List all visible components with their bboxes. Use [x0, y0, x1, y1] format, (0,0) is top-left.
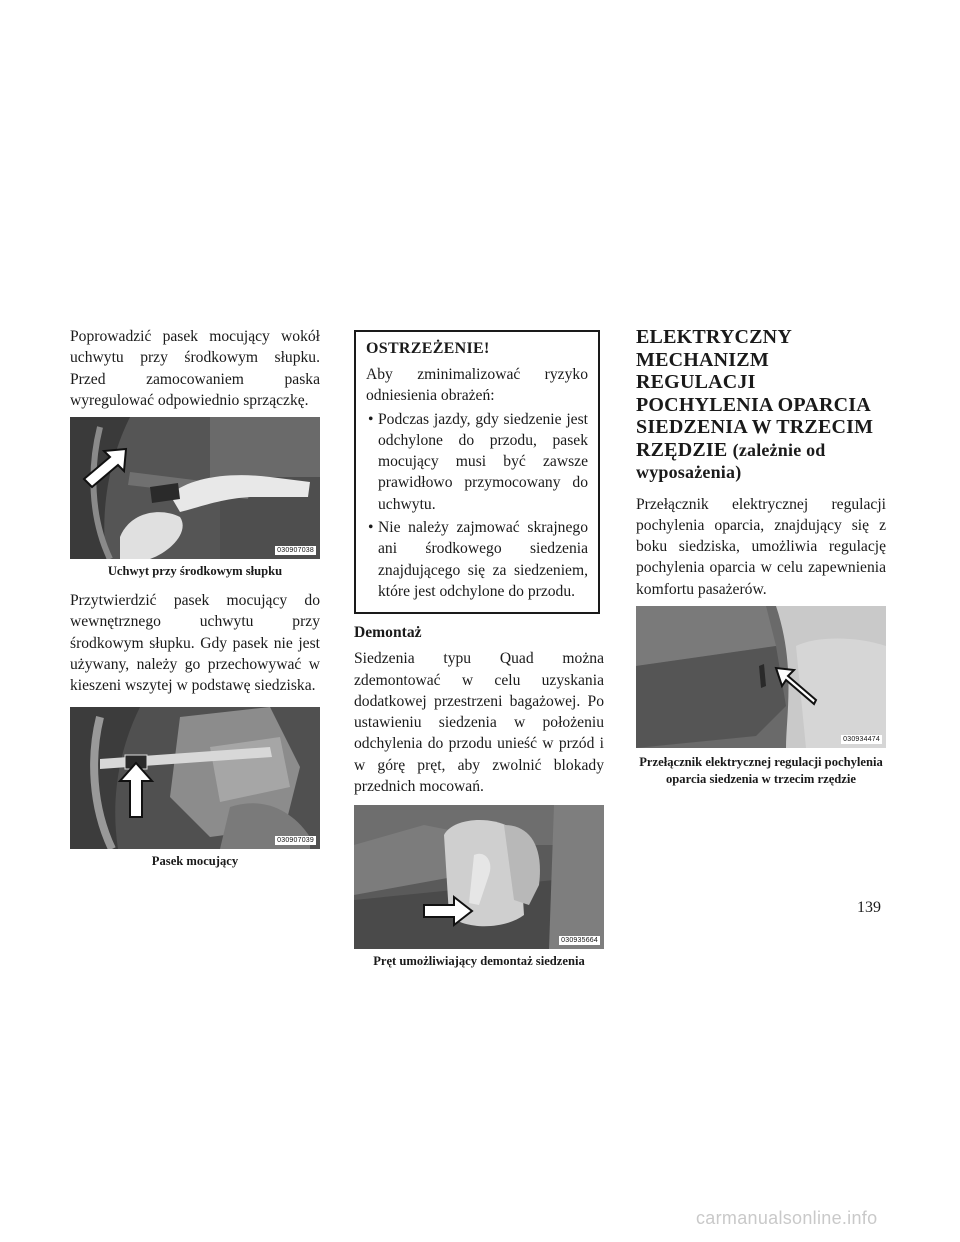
figure-caption: Uchwyt przy środkowym słupku — [107, 564, 283, 579]
figure-caption: Pręt umożliwiający demontaż siedzenia — [373, 954, 585, 969]
photo-removal-bar — [354, 805, 604, 949]
bullet-icon: • — [368, 519, 374, 537]
figure-removal-bar — [354, 805, 604, 949]
page-number: 139 — [857, 899, 881, 916]
figure-recline-switch — [636, 606, 886, 748]
warning-title: OSTRZEŻENIE! — [366, 340, 490, 357]
warning-list — [366, 409, 588, 603]
paragraph-route-strap: Poprowadzić pasek mocujący wokół uchwytu przy środkowym słupku. Przed zamocowaniem paska wyregulować odpowiednio sprzączkę. — [70, 328, 320, 409]
figure-code: 030934474 — [843, 735, 880, 743]
photo-recline-switch — [636, 606, 886, 748]
watermark[interactable]: carmanualsonline.info — [696, 1208, 878, 1228]
column-middle — [354, 330, 604, 970]
figure-caption: Pasek mocujący — [151, 853, 239, 868]
section-heading-suffix: (zależnie od wyposażenia) — [636, 439, 826, 482]
column-left — [70, 326, 320, 870]
figure-pillar-anchor — [70, 417, 320, 559]
bullet-icon: • — [368, 410, 374, 428]
paragraph-power-recline: Przełącznik elektrycznej regulacji pochylenia oparcia, znajdujący się z boku siedziska, umożliwia regulację pochylenia oparcia w celu zapewnienia komfortu pasażerów. — [636, 495, 886, 598]
figure-code: 030907038 — [277, 547, 314, 555]
figure-tether-strap — [70, 707, 320, 849]
warning-item: • Podczas jazdy, gdy siedzenie jest odchylone do przodu, pasek mocujący musi być zawsze prawidłowo przymocowany do uchwytu. — [368, 410, 588, 513]
photo-pillar-anchor — [70, 417, 320, 559]
figure-code: 030935664 — [561, 937, 598, 945]
column-right — [636, 326, 886, 788]
photo-tether-strap — [70, 707, 320, 849]
subheading-removal: Demontaż — [354, 624, 422, 642]
warning-box — [354, 330, 600, 614]
warning-item: • Nie należy zajmować skrajnego ani środkowego siedzenia znajdującego się za siedzeniem, które jest odchylone do przodu. — [368, 519, 588, 600]
warning-intro: Aby zminimalizować ryzyko odniesienia obrażeń: — [366, 366, 588, 405]
paragraph-removal: Siedzenia typu Quad można zdemontować w celu uzyskania dodatkowej przestrzeni bagażowej. Po ustawieniu siedzenia w położeniu odchylenia do przodu unieść w przód i w górę pręt, aby zwolnić blokady przednich mocowań. — [354, 650, 604, 796]
section-heading: ELEKTRYCZNY MECHANIZM REGULACJI POCHYLENIA OPARCIA SIEDZENIA W TRZECIM RZĘDZIE (zależnie od wyposażenia) — [636, 326, 874, 482]
figure-caption: Przełącznik elektrycznej regulacji pochylenia oparcia siedzenia w trzecim rzędzie — [639, 754, 883, 786]
paragraph-attach-strap: Przytwierdzić pasek mocujący do wewnętrznego uchwytu przy środkowym słupku. Gdy pasek nie jest używany, należy go przechowywać w kieszeni wszytej w podstawę siedziska. — [70, 592, 320, 695]
figure-code: 030907039 — [277, 836, 314, 844]
